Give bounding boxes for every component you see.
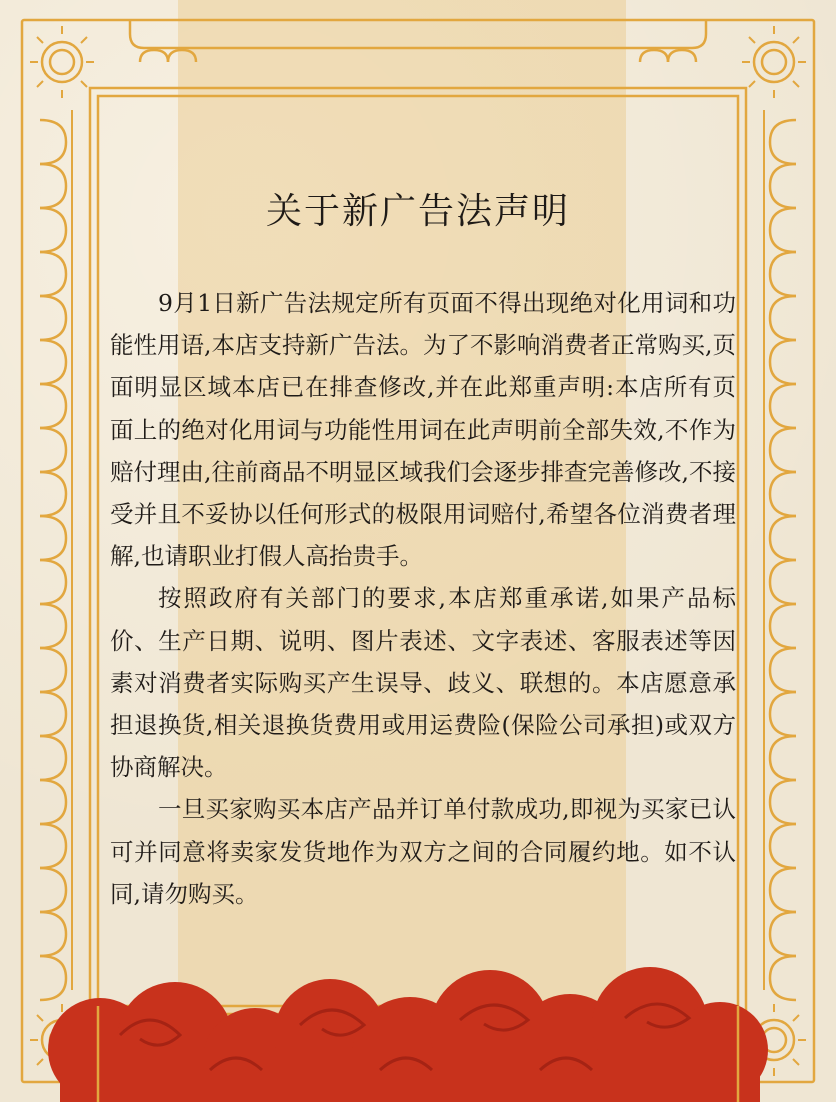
paragraph-3: 一旦买家购买本店产品并订单付款成功,即视为买家已认可并同意将卖家发货地作为双方之间的合同履约地。如不认同,请勿购买。	[110, 795, 736, 908]
paragraph-2: 按照政府有关部门的要求,本店郑重承诺,如果产品标价、生产日期、说明、图片表述、文字表述、客服表述等因素对消费者实际购买产生误导、歧义、联想的。本店愿意承担退换货,相关退换货费用或用运费险(保险公司承担)或双方协商解决。	[110, 584, 736, 782]
page-title: 关于新广告法声明	[265, 191, 570, 232]
auspicious-clouds-decoration	[0, 930, 836, 1102]
declaration-body	[110, 282, 736, 915]
paragraph-1: 9月1日新广告法规定所有页面不得出现绝对化用词和功能性用语,本店支持新广告法。为了不影响消费者正常购买,页面明显区域本店已在排查修改,并在此郑重声明:本店所有页面上的绝对化用词与功能性用词在此声明前全部失效,不作为赔付理由,往前商品不明显区域我们会逐步排查完善修改,不接受并且不妥协以任何形式的极限用词赔付,希望各位消费者理解,也请职业打假人高抬贵手。	[110, 289, 736, 571]
